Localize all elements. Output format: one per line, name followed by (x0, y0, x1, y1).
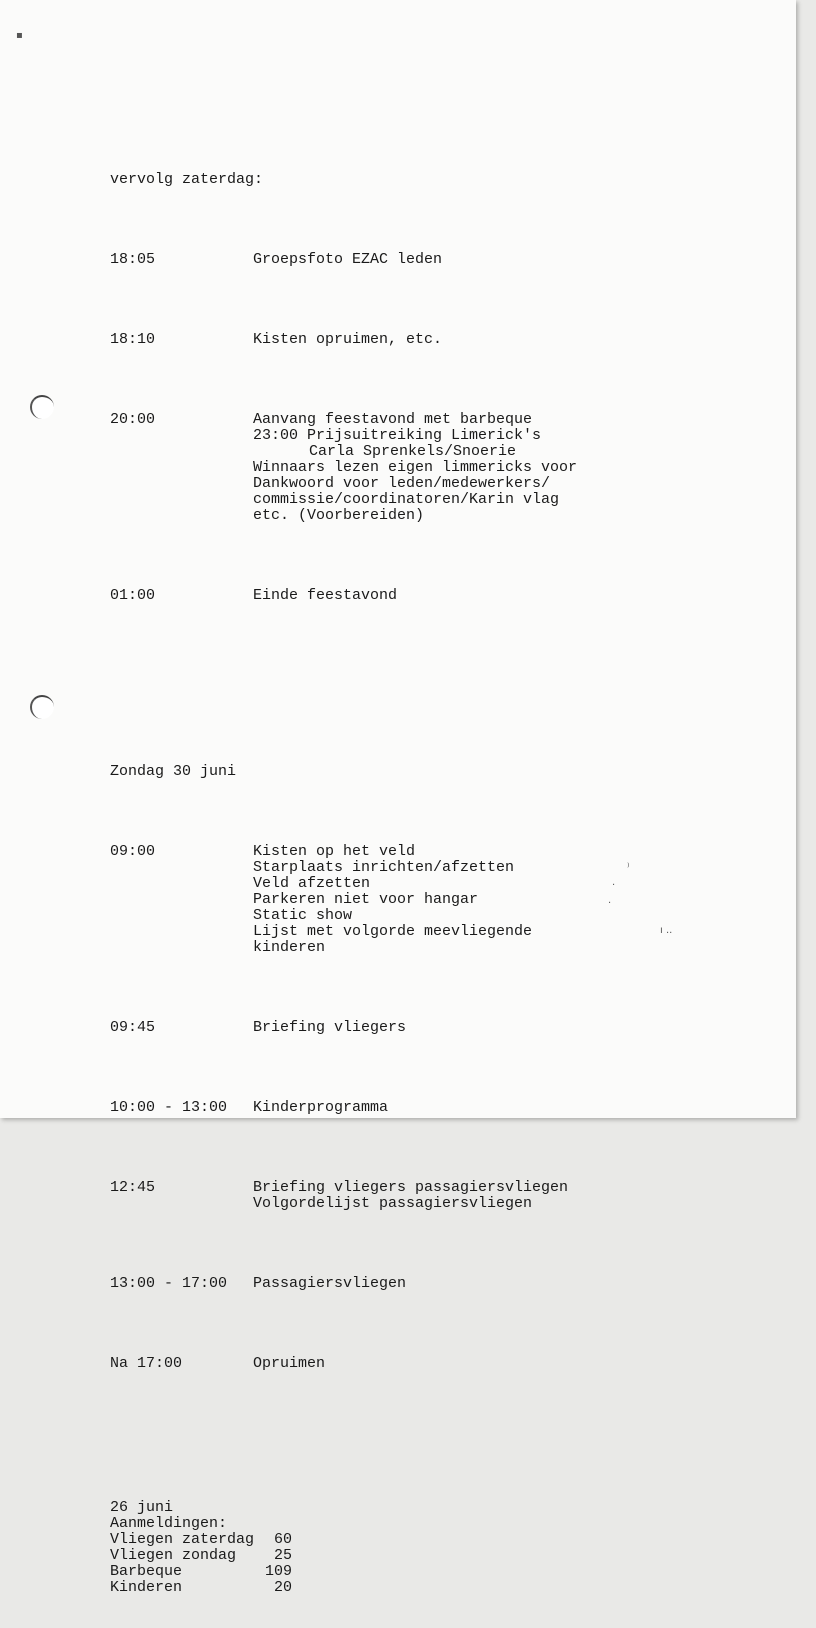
schedule-entry (110, 332, 577, 348)
entry-line: 23:00 Prijsuitreiking Limerick's (253, 427, 542, 444)
registration-label: Vliegen zaterdag (110, 1531, 255, 1548)
entry-time: 01:00 (110, 587, 156, 604)
schedule-entry (110, 844, 577, 956)
registration-row (110, 1532, 577, 1548)
registrations-title: Aanmeldingen: (110, 1515, 228, 1532)
entry-line: Parkeren niet voor hangar (253, 891, 479, 908)
entry-line: Lijst met volgorde meevliegende (253, 923, 533, 940)
paper-speck: ⁾ (627, 862, 630, 873)
registration-label: Vliegen zondag (110, 1547, 237, 1564)
document-body (110, 140, 577, 1628)
entry-line: Aanvang feestavond met barbeque (253, 411, 533, 428)
registrations-date: 26 juni (110, 1499, 174, 1516)
registration-row (110, 1564, 577, 1580)
registration-row (110, 1580, 577, 1596)
section-heading-sunday: Zondag 30 juni (110, 763, 237, 780)
paper-speck: · (612, 880, 616, 891)
section-heading-saturday: vervolg zaterdag: (110, 171, 264, 188)
punch-hole (30, 395, 54, 419)
punch-hole (30, 695, 54, 719)
entry-time: 10:00 - 13:00 (110, 1099, 228, 1116)
entry-line: Einde feestavond (253, 587, 398, 604)
entry-line: Starplaats inrichten/afzetten (253, 859, 515, 876)
schedule-entry (110, 1020, 577, 1036)
schedule-entry (110, 1356, 577, 1372)
schedule-entry (110, 252, 577, 268)
registration-count: 20 (273, 1579, 292, 1596)
entry-time: 18:10 (110, 331, 156, 348)
registration-label: Kinderen (110, 1579, 183, 1596)
entry-time: 18:05 (110, 251, 156, 268)
registration-row (110, 1548, 577, 1564)
entry-time: 13:00 - 17:00 (110, 1275, 228, 1292)
entry-line: Briefing vliegers passagiersvliegen (253, 1179, 569, 1196)
entry-line: Kisten op het veld (253, 843, 416, 860)
schedule-entry (110, 412, 577, 524)
entry-line: Passagiersvliegen (253, 1275, 407, 1292)
registration-count: 60 (273, 1531, 292, 1548)
entry-time: 09:45 (110, 1019, 156, 1036)
schedule-entry (110, 588, 577, 604)
entry-line: Kinderprogramma (253, 1099, 389, 1116)
entry-line: Veld afzetten (253, 875, 371, 892)
registration-label: Barbeque (110, 1563, 183, 1580)
entry-line: Kisten opruimen, etc. (253, 331, 443, 348)
schedule-entry (110, 1180, 577, 1212)
entry-line: Winnaars lezen eigen limmericks voor (253, 459, 578, 476)
entry-time: 09:00 (110, 843, 156, 860)
entry-line: Briefing vliegers (253, 1019, 407, 1036)
registration-count: 109 (264, 1563, 292, 1580)
entry-line: Opruimen (253, 1355, 326, 1372)
entry-line: commissie/coordinatoren/Karin vlag (253, 491, 560, 508)
paper-speck: · (608, 898, 612, 909)
entry-line: Groepsfoto EZAC leden (253, 251, 443, 268)
registration-count: 25 (273, 1547, 292, 1564)
entry-time: 12:45 (110, 1179, 156, 1196)
entry-time: 20:00 (110, 411, 156, 428)
paper-speck: ▪ (16, 30, 23, 41)
entry-line: Dankwoord voor leden/medewerkers/ (253, 475, 551, 492)
schedule-entry (110, 1100, 577, 1116)
schedule-entry (110, 1276, 577, 1292)
entry-line: kinderen (253, 939, 326, 956)
entry-time: Na 17:00 (110, 1355, 183, 1372)
entry-line: Carla Sprenkels/Snoerie (309, 443, 517, 460)
entry-line: etc. (Voorbereiden) (253, 507, 425, 524)
paper-speck: ı .. (660, 925, 673, 936)
entry-line: Static show (253, 907, 353, 924)
entry-line: Volgordelijst passagiersvliegen (253, 1195, 533, 1212)
registrations-block (110, 1500, 577, 1596)
